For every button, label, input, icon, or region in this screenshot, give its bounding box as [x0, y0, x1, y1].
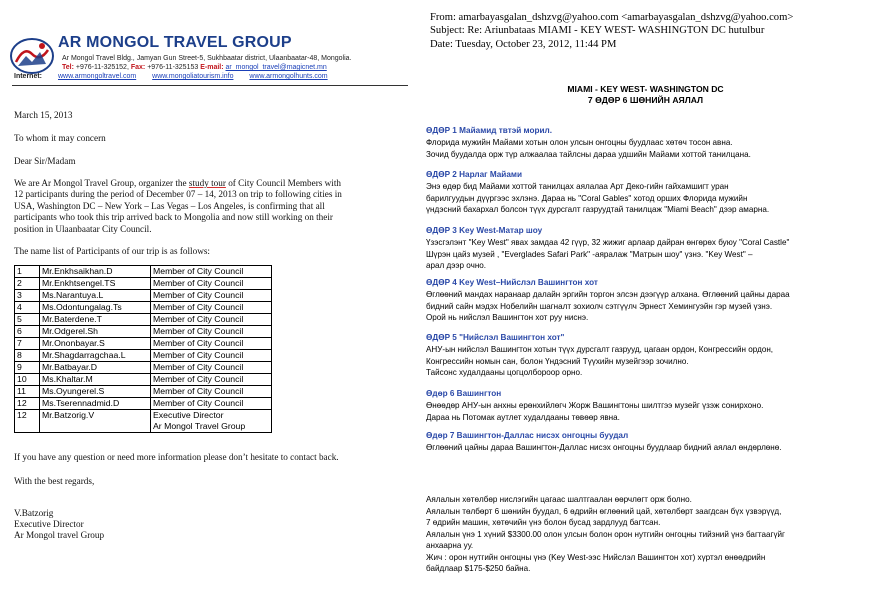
participant-role [151, 362, 272, 374]
day-description-line: үндэсний бахархал болсон түүх дурсгалт газруудтай танилцаж "Miami Beach" дээр амарна. [426, 205, 770, 214]
day-description-line: Орой нь нийслэл Вашингтон хот руу ниснэ. [426, 313, 589, 322]
note-line: байдлаар $175-$250 байна. [426, 564, 531, 573]
participant-name: Ms.Oyungerel.S [40, 386, 151, 398]
participant-number: 11 [15, 386, 40, 398]
day-description-line: арал дээр очно. [426, 261, 487, 270]
table-row [15, 362, 272, 374]
table-row [15, 338, 272, 350]
table-row [15, 410, 272, 433]
participant-number: 3 [15, 290, 40, 302]
day-description-line: Конгрессийн номын сан, болон Үндэсний Түүхийн музейгээр зочилно. [426, 356, 689, 366]
website-link-2[interactable]: www.mongoliatourism.info [152, 73, 234, 80]
study-tour-text: study tour [188, 178, 226, 188]
participants-table [14, 265, 272, 433]
participant-number: 1 [15, 266, 40, 278]
letter-salutation: Dear Sir/Madam [14, 156, 76, 166]
participant-number: 9 [15, 362, 40, 374]
list-intro: The name list of Participants of our trip is as follows: [14, 246, 210, 256]
table-row [15, 314, 272, 326]
table-row [15, 386, 272, 398]
email-link[interactable]: ar_mongol_travel@magicnet.mn [225, 64, 327, 71]
fax-value: +976-11-325153 [147, 64, 199, 71]
day-description-line: Үзэсгэлэнт "Key West" явах замдаа 42 гүүр, 32 жижиг арлаар дайран өнгөрөх буюу "Coral Castle" [426, 238, 790, 247]
participant-name: Mr.Batbayar.D [40, 362, 151, 374]
table-row [15, 278, 272, 290]
participant-role [151, 410, 272, 433]
role-line: Member of City Council [153, 278, 244, 288]
role-line: Executive Director [153, 410, 224, 420]
participant-name: Ms.Odontungalag.Ts [40, 302, 151, 314]
day-heading: ӨДӨР 4 Key West–Нийслэл Вашингтон хот [426, 278, 598, 287]
role-line: Member of City Council [153, 362, 244, 372]
day-description-line: Шүрэн цайз музей , "Everglades Safari Park" -аяралаж "Матрын шоу" үзнэ. "Key West" – [426, 249, 753, 259]
participant-number: 8 [15, 350, 40, 362]
participant-number: 7 [15, 338, 40, 350]
role-line: Member of City Council [153, 266, 244, 276]
signer-org: Ar Mongol travel Group [14, 530, 105, 540]
participant-role [151, 338, 272, 350]
company-contacts [62, 64, 327, 71]
tel-label: Tel: [62, 64, 74, 71]
day-description-line: Энэ өдөр бид Майами хоттой танилцах аялалаа Арт Деко-гийн гайхамшигт уран [426, 182, 729, 191]
day-description-line: Зочид буудалда орж түр алжаалаа тайлсны дараа удшийн Майами хоттой танилцана. [426, 149, 751, 159]
website-links [58, 73, 342, 80]
participant-name: Mr.Enkhsaikhan.D [40, 266, 151, 278]
participant-name: Mr.Ononbayar.S [40, 338, 151, 350]
day-heading: Өдөр 7 Вашингтон-Даллас нисэх онгоцны буудал [426, 431, 629, 440]
letter-body [14, 178, 389, 235]
closing-question: If you have any question or need more information please don’t hesitate to contact back. [14, 452, 339, 462]
participant-role [151, 386, 272, 398]
body-line-3: USA, Washington DC – New York – Las Vegas – Los Angeles, is confirming that all [14, 200, 325, 211]
note-line: 7 өдрийн машин, хөтөчийн үнэ болон бусад зардлууд багтсан. [426, 518, 661, 527]
participant-role [151, 278, 272, 290]
participant-role [151, 398, 272, 410]
day-description-line: Өнөөдөр АНУ-ын анхны ерөнхийлөгч Жорж Вашингтоны шилтгээ музейг үзэж сонирхоно. [426, 401, 764, 410]
participant-role [151, 374, 272, 386]
itinerary-subtitle: 7 ӨДӨР 6 ШӨНИЙН АЯЛАЛ [587, 95, 704, 105]
fax-label: Fax: [130, 64, 146, 71]
day-heading: Өдөр 6 Вашингтон [426, 389, 502, 398]
role-line: Member of City Council [153, 350, 244, 360]
participant-role [151, 290, 272, 302]
participant-role [151, 266, 272, 278]
participant-name: Ms.Khaltar.M [40, 374, 151, 386]
day-heading: ӨДӨР 2 Нарлаг Майами [426, 170, 522, 179]
role-line: Member of City Council [153, 290, 244, 300]
table-row [15, 326, 272, 338]
day-heading: ӨДӨР 1 Майамид твтэй морил. [426, 126, 552, 135]
table-row [15, 290, 272, 302]
role-line: Member of City Council [153, 398, 244, 408]
participant-name: Ms.Tserennadmid.D [40, 398, 151, 410]
body-line-4: participants who took this trip arrived back to Mongolia and now still working on their [14, 212, 333, 223]
signer-name: V.Batzorig [14, 508, 54, 518]
email-label: E-mail: [200, 64, 224, 71]
participant-name: Mr.Odgerel.Sh [40, 326, 151, 338]
note-line: Аялалын төлбөрт 6 шөнийн буудал, 6 өдрийн өглөөний цай, хөтөлбөрт заагдсан бүх үзвэрүүд, [426, 506, 782, 516]
email-date: Date: Tuesday, October 23, 2012, 11:44 PM [430, 39, 617, 50]
participant-name: Mr.Shagdarragchaa.L [40, 350, 151, 362]
participant-name: Mr.Enkhtsengel.TS [40, 278, 151, 290]
participant-name: Mr.Baterdene.T [40, 314, 151, 326]
role-line: Member of City Council [153, 386, 244, 396]
body-line-1: We are Ar Mongol Travel Group, organizer the study tour of City Council Members with [14, 178, 341, 188]
website-link-3[interactable]: www.armongolhunts.com [249, 73, 328, 80]
day-heading: ӨДӨР 3 Key West-Матар шоу [426, 226, 543, 235]
participant-number: 12 [15, 398, 40, 410]
participant-number: 10 [15, 374, 40, 386]
role-line-2: Ar Mongol Travel Group [153, 421, 246, 431]
day-description-line: Дараа нь Потомак аутлет худалдааны төвөөр явна. [426, 412, 620, 422]
day-description-line: барилгуудын дүүргээс эхлэнэ. Дараа нь "Coral Gables" хотод орших Флорида мужийн [426, 193, 748, 203]
itinerary-title: MIAMI - KEY WEST- WASHINGTON DC [567, 84, 724, 94]
table-row [15, 398, 272, 410]
table-row [15, 266, 272, 278]
day-heading: ӨДӨР 5 "Нийслэл Вашингтон хот" [426, 333, 565, 342]
participant-role [151, 350, 272, 362]
participant-role [151, 302, 272, 314]
day-description-line: Флорида мужийн Майами хотын олон улсын онгоцны буудлаас хөтөч тосон авна. [426, 138, 733, 147]
note-line: Жич : орон нутгийн онгоцны үнэ (Key West-ээс Нийслэл Вашингтон хот) хүртэл өнөөдрийн [426, 552, 766, 562]
email-from: From: amarbayasgalan_dshzvg@yahoo.com <amarbayasgalan_dshzvg@yahoo.com> [430, 12, 794, 23]
day-description-line: АНУ-ын нийслэл Вашингтон хотын түүх дурсгалт газрууд, цагаан ордон, Конгрессийн ордон, [426, 345, 774, 354]
participant-number: 5 [15, 314, 40, 326]
table-row [15, 302, 272, 314]
company-logo [8, 36, 56, 76]
day-description-line: Өглөөний цайны дараа Вашингтон-Даллас нисэх онгоцны буудлаар бидний аялал өндөрлөнө. [426, 443, 782, 452]
body-line-5: position in Ulaanbaatar City Council. [14, 223, 152, 234]
day-description-line: Өглөөний мандах наранаар далайн эргийн торгон элсэн дээгүүр алхана. Өглөөний цайны дараа [426, 290, 790, 299]
header-divider [12, 85, 408, 86]
day-description-line: Тайсонс худалдааны цогцолбороор орно. [426, 368, 583, 377]
day-description-line: бидний сайн мэдэх Нобелийн шагналт зохиолч сэтгүүлч Эрнест Хемингуэйн гэр музей үзнэ. [426, 301, 773, 311]
itinerary-page [420, 0, 871, 600]
body-line-2: 12 participants during the period of December 07 – 14, 2013 on trip to following cities in [14, 189, 342, 200]
email-subject: Subject: Re: Ariunbataas MIAMI - KEY WEST- WASHINGTON DC hutulbur [430, 25, 765, 36]
role-line: Member of City Council [153, 338, 244, 348]
table-row [15, 350, 272, 362]
role-line: Member of City Council [153, 326, 244, 336]
participant-name: Mr.Batzorig.V [40, 410, 151, 433]
letter-recipient: To whom it may concern [14, 133, 106, 143]
participant-number: 6 [15, 326, 40, 338]
role-line: Member of City Council [153, 374, 244, 384]
note-line: анхаарна уу. [426, 541, 474, 550]
internet-label: Internet: [14, 73, 42, 80]
letter-page [0, 0, 420, 600]
note-line: Аялалын үнэ 1 хүний $3300.00 олон улсын болон орон нутгийн онгоцны тийзний үнэ багтаагүйг [426, 529, 785, 539]
note-line: Аялалын хөтөлбөр нислэгийн цагаас шалтгаалан өөрчлөгт орж болно. [426, 495, 692, 504]
website-link-1[interactable]: www.armongoltravel.com [58, 73, 137, 80]
company-address: Ar Mongol Travel Bldg., Jamyan Gun Street-5, Sukhbaatar district, Ulaanbaatar-48, Mongolia. [62, 55, 352, 62]
role-line: Member of City Council [153, 302, 244, 312]
letter-date: March 15, 2013 [14, 110, 73, 120]
participant-role [151, 326, 272, 338]
participant-number: 4 [15, 302, 40, 314]
table-row [15, 374, 272, 386]
participant-number: 12 [15, 410, 40, 433]
participant-name: Ms.Narantuya.L [40, 290, 151, 302]
tel-value: +976-11-325152, [75, 64, 129, 71]
participant-role [151, 314, 272, 326]
company-name: AR MONGOL TRAVEL GROUP [58, 34, 292, 51]
signer-title: Executive Director [14, 519, 84, 529]
participant-number: 2 [15, 278, 40, 290]
role-line: Member of City Council [153, 314, 244, 324]
closing-regards: With the best regards, [14, 476, 95, 486]
